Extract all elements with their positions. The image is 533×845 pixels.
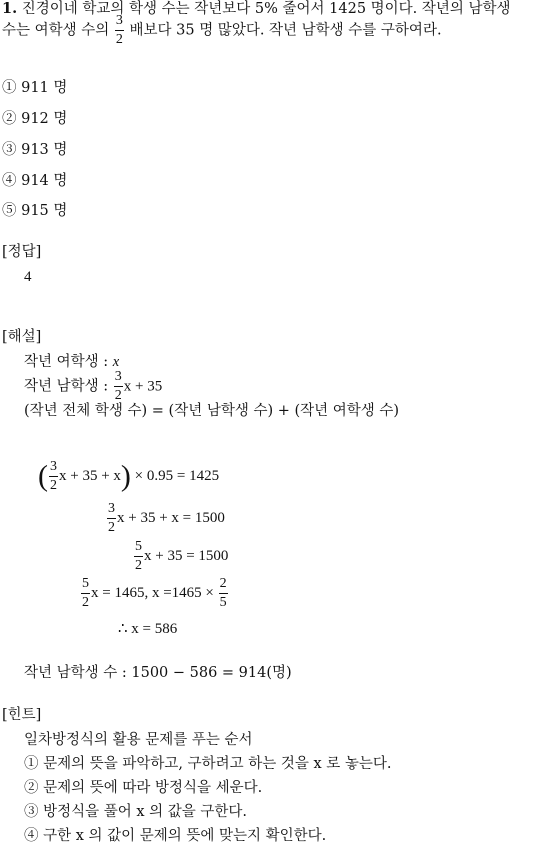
girls-line: 작년 여학생 : x bbox=[24, 354, 120, 370]
hint-title: 일차방정식의 활용 문제를 푸는 순서 bbox=[24, 732, 253, 748]
hint-step-2: ② 문제의 뜻에 따라 방정식을 세운다. bbox=[24, 780, 263, 796]
boys-line: 작년 남학생 : $\frac{3}{2}$ x + 35 bbox=[24, 369, 163, 403]
equation-5: ∴ x = 586 bbox=[118, 621, 178, 637]
option-2[interactable]: ② 912 명 bbox=[2, 111, 68, 127]
answer-heading: [정답] bbox=[2, 244, 42, 260]
question-text-1: 진경이네 학교의 학생 수는 작년보다 5% 줄어서 1425 명이다. 작년의 남학생 bbox=[21, 1, 511, 17]
answer-value: 4 bbox=[24, 269, 32, 285]
equation-4: $\frac{5}{2}$ x = 1465, x =1465 × $\frac{2}{5}$ bbox=[82, 576, 227, 610]
conclusion-line: 작년 남학생 수 : 1500 − 586 = 914(명) bbox=[24, 665, 292, 681]
question-text-2b: 배보다 35 명 많았다. 작년 남학생 수를 구하여라. bbox=[129, 22, 442, 39]
question-fraction: $\frac{3}{2}$ bbox=[115, 13, 123, 47]
hint-step-4: ④ 구한 x 의 값이 문제의 뜻에 맞는지 확인한다. bbox=[24, 828, 327, 844]
option-1[interactable]: ① 911 명 bbox=[2, 80, 68, 96]
equation-2: $\frac{3}{2}$ x + 35 + x = 1500 bbox=[108, 501, 225, 535]
option-5[interactable]: ⑤ 915 명 bbox=[2, 203, 68, 219]
hint-step-3: ③ 방정식을 풀어 x 의 값을 구한다. bbox=[24, 804, 248, 820]
option-3[interactable]: ③ 913 명 bbox=[2, 142, 68, 158]
question-text-2a: 수는 여학생 수의 bbox=[2, 22, 110, 39]
hint-heading: [힌트] bbox=[2, 707, 42, 723]
option-4[interactable]: ④ 914 명 bbox=[2, 173, 68, 189]
question-number: 1. bbox=[2, 0, 18, 17]
question-line-2 bbox=[2, 14, 442, 47]
equation-3: $\frac{5}{2}$ x + 35 = 1500 bbox=[135, 539, 229, 573]
equation-1: ( $\frac{3}{2}$ x + 35 + x) × 0.95 = 1425 bbox=[38, 459, 220, 493]
explanation-heading: [해설] bbox=[2, 329, 42, 345]
relation-line: (작년 전체 학생 수) = (작년 남학생 수) + (작년 여학생 수) bbox=[24, 403, 400, 419]
hint-step-1: ① 문제의 뜻을 파악하고, 구하려고 하는 것을 x 로 놓는다. bbox=[24, 756, 392, 772]
